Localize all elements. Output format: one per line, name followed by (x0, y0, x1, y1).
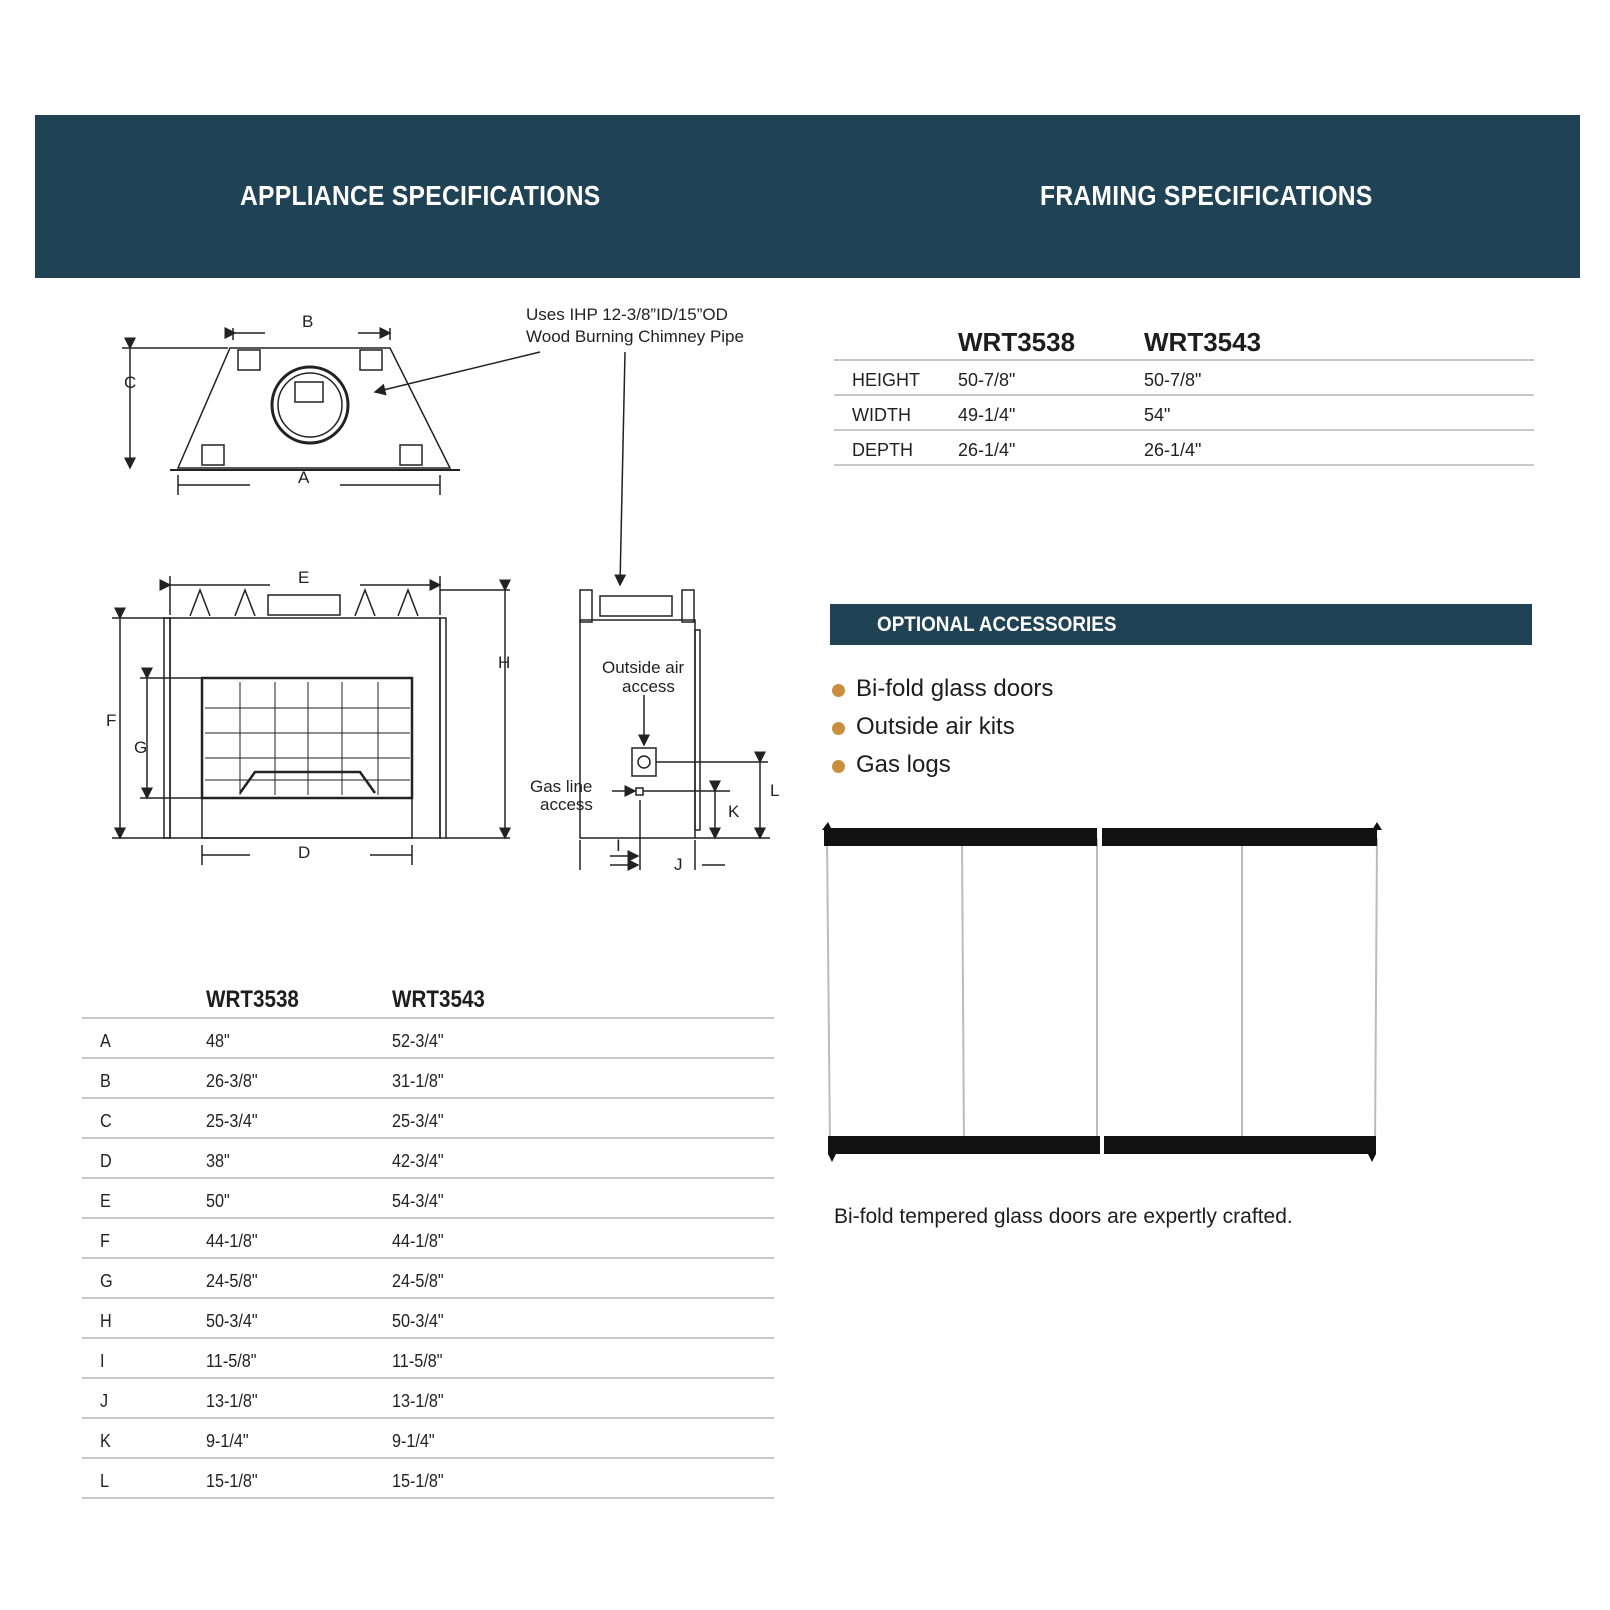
outside-air-label: Outside air (602, 658, 685, 677)
accessories-list (832, 675, 1053, 789)
value-wrt3538: 24-5/8" (206, 1271, 258, 1291)
row-label: F (100, 1231, 110, 1251)
value-wrt3538: 26-1/4" (958, 440, 1016, 460)
value-wrt3543: 44-1/8" (392, 1231, 444, 1251)
table-header (834, 325, 1534, 361)
bullet-icon (832, 684, 845, 697)
list-item-label: Outside air kits (856, 713, 1015, 740)
row-label: G (100, 1271, 113, 1291)
list-item (832, 713, 1053, 751)
chimney-note-line1: Uses IHP 12-3/8”ID/15”OD (526, 305, 728, 324)
row-label: I (100, 1351, 105, 1371)
table-row (834, 361, 1534, 396)
row-label: A (100, 1031, 111, 1051)
row-label: J (100, 1391, 109, 1411)
value-wrt3543: 54-3/4" (392, 1191, 444, 1211)
value-wrt3543: 13-1/8" (392, 1391, 444, 1411)
value-wrt3543: 11-5/8" (392, 1351, 443, 1371)
gas-line-label-2: access (540, 795, 593, 814)
row-label: HEIGHT (852, 370, 921, 390)
accessory-caption: Bi-fold tempered glass doors are expertly crafted. (834, 1205, 1293, 1228)
row-label: H (100, 1311, 112, 1331)
table-row (82, 1259, 774, 1299)
framing-specifications-table (834, 325, 1534, 466)
row-label: K (100, 1431, 111, 1451)
appliance-specifications-title: APPLIANCE SPECIFICATIONS (240, 180, 601, 211)
dim-label-k: K (728, 802, 740, 821)
row-label: D (100, 1151, 112, 1171)
dim-label-a: A (298, 468, 310, 487)
row-label: C (100, 1111, 112, 1131)
value-wrt3543: 54" (1144, 405, 1171, 425)
dim-label-j: J (674, 855, 683, 874)
top-view (122, 328, 625, 585)
list-item (832, 751, 1053, 789)
table-row (82, 1299, 774, 1339)
value-wrt3543: 15-1/8" (392, 1471, 444, 1491)
table-row (82, 1219, 774, 1259)
optional-accessories-bar (830, 604, 1532, 645)
list-item-label: Gas logs (856, 751, 951, 778)
row-label: E (100, 1191, 111, 1211)
column-header-wrt3538: WRT3538 (958, 327, 1076, 357)
value-wrt3543: 52-3/4" (392, 1031, 444, 1051)
value-wrt3538: 44-1/8" (206, 1231, 258, 1251)
dim-label-b: B (302, 312, 314, 331)
table-row (82, 1019, 774, 1059)
value-wrt3538: 49-1/4" (958, 405, 1016, 425)
table-row (82, 1339, 774, 1379)
dim-label-e: E (298, 568, 310, 587)
bullet-icon (832, 760, 845, 773)
table-row (82, 1379, 774, 1419)
table-row (82, 1459, 774, 1499)
list-item-label: Bi-fold glass doors (856, 675, 1054, 702)
value-wrt3538: 50-7/8" (958, 370, 1016, 390)
value-wrt3538: 26-3/8" (206, 1071, 258, 1091)
row-label: L (100, 1471, 110, 1491)
dim-label-g: G (134, 738, 148, 757)
value-wrt3543: 50-7/8" (1144, 370, 1202, 390)
value-wrt3538: 50-3/4" (206, 1311, 258, 1331)
bi-fold-glass-doors-image (822, 818, 1382, 1168)
value-wrt3538: 11-5/8" (206, 1351, 257, 1371)
table-row (834, 396, 1534, 431)
dim-label-h: H (498, 653, 511, 672)
dim-label-f: F (106, 711, 117, 730)
value-wrt3543: 42-3/4" (392, 1151, 444, 1171)
value-wrt3543: 31-1/8" (392, 1071, 444, 1091)
value-wrt3538: 48" (206, 1031, 230, 1051)
table-row (82, 1139, 774, 1179)
framing-specifications-title: FRAMING SPECIFICATIONS (1040, 180, 1373, 211)
column-header-wrt3538: WRT3538 (206, 986, 299, 1013)
front-view (112, 576, 510, 865)
table-row (82, 1059, 774, 1099)
value-wrt3538: 15-1/8" (206, 1471, 258, 1491)
value-wrt3543: 24-5/8" (392, 1271, 444, 1291)
chimney-note-line2: Wood Burning Chimney Pipe (526, 327, 744, 346)
dim-label-i: I (616, 836, 621, 855)
value-wrt3543: 26-1/4" (1144, 440, 1202, 460)
table-header (82, 980, 774, 1019)
gas-line-label: Gas line (530, 777, 593, 796)
appliance-dimension-table (82, 980, 774, 1499)
row-label: B (100, 1071, 111, 1091)
value-wrt3538: 38" (206, 1151, 230, 1171)
dim-label-c: C (124, 373, 137, 392)
bullet-icon (832, 722, 845, 735)
row-label: WIDTH (852, 405, 911, 425)
optional-accessories-title: OPTIONAL ACCESSORIES (877, 613, 1117, 636)
column-header-wrt3543: WRT3543 (392, 986, 485, 1013)
dim-label-d: D (298, 843, 311, 862)
side-view (580, 590, 770, 870)
value-wrt3538: 9-1/4" (206, 1431, 249, 1451)
list-item (832, 675, 1053, 713)
dim-label-l: L (770, 781, 780, 800)
value-wrt3543: 9-1/4" (392, 1431, 435, 1451)
value-wrt3543: 50-3/4" (392, 1311, 444, 1331)
fireplace-dimension-diagram (90, 300, 790, 900)
table-row (834, 431, 1534, 466)
outside-air-label-2: access (622, 677, 675, 696)
value-wrt3538: 13-1/8" (206, 1391, 258, 1411)
value-wrt3543: 25-3/4" (392, 1111, 444, 1131)
table-row (82, 1099, 774, 1139)
table-row (82, 1419, 774, 1459)
value-wrt3538: 25-3/4" (206, 1111, 258, 1131)
table-row (82, 1179, 774, 1219)
column-header-wrt3543: WRT3543 (1144, 327, 1262, 357)
row-label: DEPTH (852, 440, 914, 460)
value-wrt3538: 50" (206, 1191, 230, 1211)
